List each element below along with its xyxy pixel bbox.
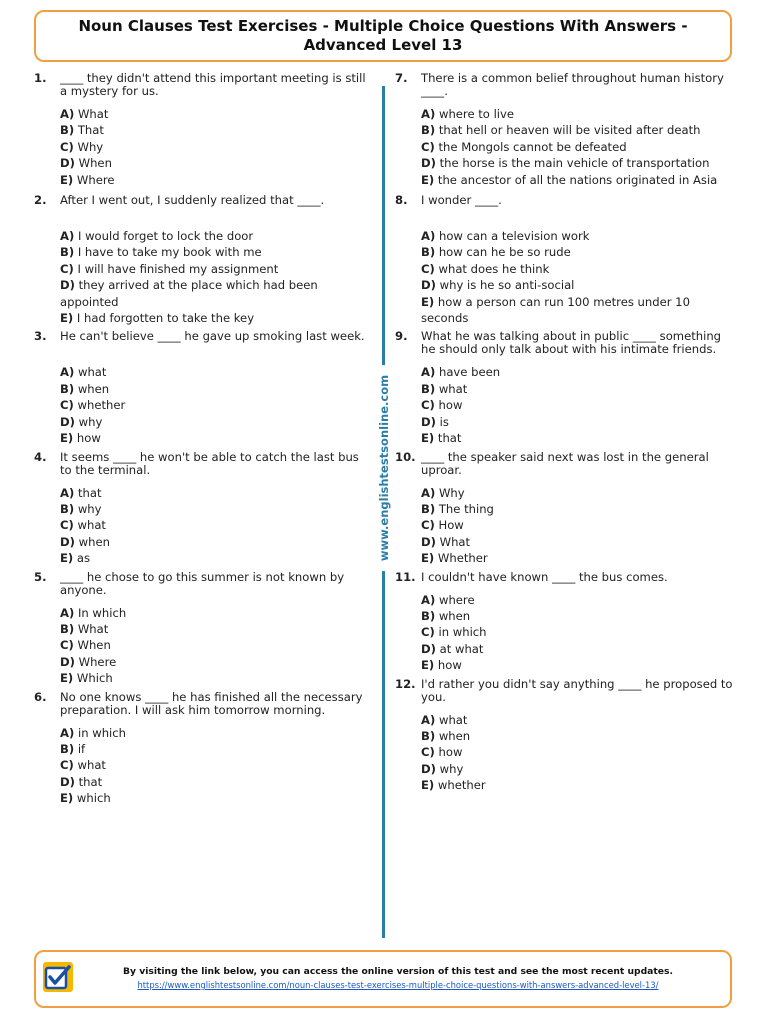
option-d[interactable]: D) why [421, 761, 464, 776]
option-d[interactable]: D) why is he so anti-social [421, 278, 575, 293]
question-item [395, 194, 735, 326]
option-a[interactable]: A) where to live [421, 107, 515, 121]
site-watermark: www.englishtestsonline.com [373, 365, 395, 571]
question-text: He can't believe ____ he gave up smoking last week. [60, 329, 365, 344]
option-list [60, 364, 374, 446]
question-text: What he was talking about in public ____ something he should only talk about with his intimate friends. [421, 329, 722, 357]
option-b[interactable]: B) What [60, 621, 109, 636]
question-number: 2. [34, 193, 47, 208]
option-e[interactable]: E) Whether [421, 551, 488, 566]
option-a[interactable]: A) In which [60, 605, 127, 620]
option-d[interactable]: D) Where [60, 654, 117, 669]
option-list [60, 725, 374, 807]
question-item [395, 72, 735, 188]
question-item [395, 451, 735, 567]
option-c[interactable]: C) how [421, 745, 463, 760]
option-a[interactable]: A) what [421, 712, 468, 727]
question-item [34, 571, 374, 687]
option-list [421, 228, 735, 326]
option-e[interactable]: E) how [421, 658, 462, 673]
option-b[interactable]: B) when [421, 728, 471, 743]
question-item [34, 72, 374, 188]
question-number: 3. [34, 329, 47, 344]
option-e[interactable]: E) Where [60, 172, 115, 187]
question-number: 5. [34, 569, 47, 584]
option-a[interactable]: A) have been [421, 365, 501, 380]
option-e[interactable]: E) as [60, 551, 91, 566]
option-list [421, 712, 735, 794]
option-d[interactable]: D) why [60, 414, 103, 429]
question-text: I couldn't have known ____ the bus comes. [421, 569, 668, 584]
option-d[interactable]: D) when [60, 534, 110, 549]
option-c[interactable]: C) whether [60, 398, 126, 413]
option-d[interactable]: D) is [421, 414, 449, 429]
option-a[interactable]: A) where [421, 592, 475, 607]
question-number: 7. [395, 71, 408, 85]
option-list [60, 485, 374, 567]
option-list [421, 485, 735, 567]
question-item [34, 194, 374, 326]
option-list [421, 592, 735, 674]
question-number: 10. [395, 449, 416, 464]
option-d[interactable]: D) that [60, 774, 103, 789]
title-box [34, 10, 732, 62]
question-item [34, 451, 374, 567]
question-text: ____ they didn't attend this important meeting is still a mystery for us. [60, 71, 366, 98]
option-e[interactable]: E) the ancestor of all the nations originated in Asia [421, 172, 718, 187]
option-c[interactable]: C) how [421, 398, 463, 413]
question-item [395, 330, 735, 446]
question-number: 9. [395, 329, 408, 344]
question-text: I wonder ____. [421, 193, 502, 208]
option-c[interactable]: C) what [60, 518, 106, 533]
option-a[interactable]: A) in which [60, 725, 126, 740]
option-a[interactable]: A) What [60, 107, 109, 121]
question-item [34, 691, 374, 807]
option-c[interactable]: C) what does he think [421, 261, 550, 276]
option-e[interactable]: E) how a person can run 100 metres under 10 seconds [421, 294, 690, 326]
footer-box [34, 950, 732, 1008]
question-text: I'd rather you didn't say anything ____ he proposed to you. [421, 676, 733, 704]
option-c[interactable]: C) I will have finished my assignment [60, 261, 279, 276]
option-list [421, 364, 735, 446]
option-b[interactable]: B) The thing [421, 501, 494, 516]
option-d[interactable]: D) they arrived at the place which had been appointed [60, 278, 318, 309]
question-item [395, 678, 735, 794]
question-number: 6. [34, 689, 47, 704]
option-b[interactable]: B) I have to take my book with me [60, 245, 262, 260]
question-text: No one knows ____ he has finished all the necessary preparation. I will ask him tomorrow morning. [60, 689, 363, 717]
option-e[interactable]: E) how [60, 431, 101, 446]
page-title: Noun Clauses Test Exercises - Multiple Choice Questions With Answers - Advanced Level 13 [78, 17, 688, 54]
option-a[interactable]: A) Why [421, 485, 465, 500]
question-number: 8. [395, 193, 408, 208]
option-a[interactable]: A) what [60, 365, 107, 380]
question-number: 4. [34, 449, 47, 464]
checkmark-logo-icon [43, 962, 73, 992]
questions-right-column [395, 72, 735, 794]
question-number: 11. [395, 569, 416, 584]
option-b[interactable]: B) when [60, 381, 110, 396]
question-text: It seems ____ he won't be able to catch the last bus to the terminal. [60, 449, 359, 477]
option-b[interactable]: B) that hell or heaven will be visited after death [421, 123, 701, 138]
question-item [34, 330, 374, 446]
option-c[interactable]: C) When [60, 638, 111, 653]
question-text: There is a common belief throughout human history ____. [421, 71, 724, 98]
option-b[interactable]: B) when [421, 608, 471, 623]
question-text: ____ the speaker said next was lost in the general uproar. [421, 449, 709, 477]
option-d[interactable]: D) at what [421, 641, 484, 656]
option-d[interactable]: D) the horse is the main vehicle of transportation [421, 156, 710, 171]
option-b[interactable]: B) what [421, 381, 468, 396]
option-d[interactable]: D) What [421, 534, 471, 549]
option-b[interactable]: B) if [60, 741, 86, 756]
question-text: After I went out, I suddenly realized that ____. [60, 193, 325, 208]
question-number: 1. [34, 71, 47, 85]
option-b[interactable]: B) why [60, 501, 102, 516]
option-a[interactable]: A) that [60, 485, 102, 500]
footer-link[interactable]: https://www.englishtestsonline.com/noun-clauses-test-exercises-multiple-choice-questions-with-answers-advanced-level-13/ [137, 980, 659, 990]
option-a[interactable]: A) I would forget to lock the door [60, 229, 254, 244]
footer-text: By visiting the link below, you can access the online version of this test and see the most recent updates. [123, 966, 673, 977]
option-list [60, 228, 374, 326]
option-c[interactable]: C) How [421, 518, 464, 533]
option-list [421, 106, 735, 188]
option-b[interactable]: B) how can he be so rude [421, 245, 571, 260]
option-c[interactable]: C) Why [60, 139, 104, 154]
question-item [395, 571, 735, 674]
option-c[interactable]: C) the Mongols cannot be defeated [421, 139, 627, 154]
questions-left-column [34, 72, 374, 807]
option-e[interactable]: E) Which [60, 671, 113, 686]
question-text: ____ he chose to go this summer is not known by anyone. [60, 569, 345, 597]
option-list [60, 106, 374, 188]
option-b[interactable]: B) That [60, 123, 104, 138]
option-e[interactable]: E) that [421, 431, 462, 446]
option-e[interactable]: E) I had forgotten to take the key [60, 311, 255, 326]
option-c[interactable]: C) what [60, 758, 106, 773]
option-e[interactable]: E) whether [421, 778, 486, 793]
question-number: 12. [395, 676, 416, 691]
option-d[interactable]: D) When [60, 156, 112, 171]
option-list [60, 605, 374, 687]
option-e[interactable]: E) which [60, 791, 111, 806]
option-a[interactable]: A) how can a television work [421, 229, 590, 244]
option-c[interactable]: C) in which [421, 625, 487, 640]
